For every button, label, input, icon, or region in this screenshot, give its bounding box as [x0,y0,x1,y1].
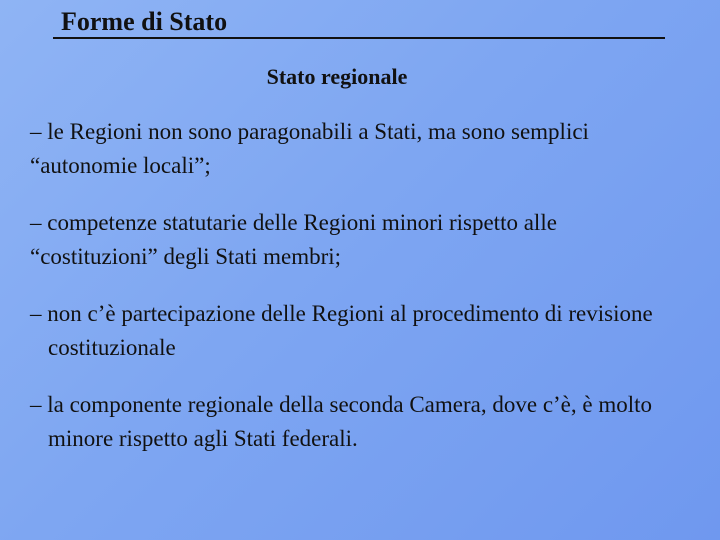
bullet-point-4: – la componente regionale della seconda Camera, dove c’è, è molto minore rispetto agli Stati federali. [30,392,653,451]
title-underline [53,37,665,39]
bullet-point-2: – competenze statutarie delle Regioni minori rispetto alle “costituzioni” degli Stati membri; [30,210,557,269]
bullet-point-1: – le Regioni non sono paragonabili a Stati, ma sono semplici “autonomie locali”; [30,119,589,178]
bullet-point-3: – non c’è partecipazione delle Regioni al procedimento di revisione costituzionale [30,301,653,360]
slide-title: Forme di Stato [61,7,228,36]
bullet-list [30,115,690,479]
slide-subtitle: Stato regionale [266,64,408,89]
